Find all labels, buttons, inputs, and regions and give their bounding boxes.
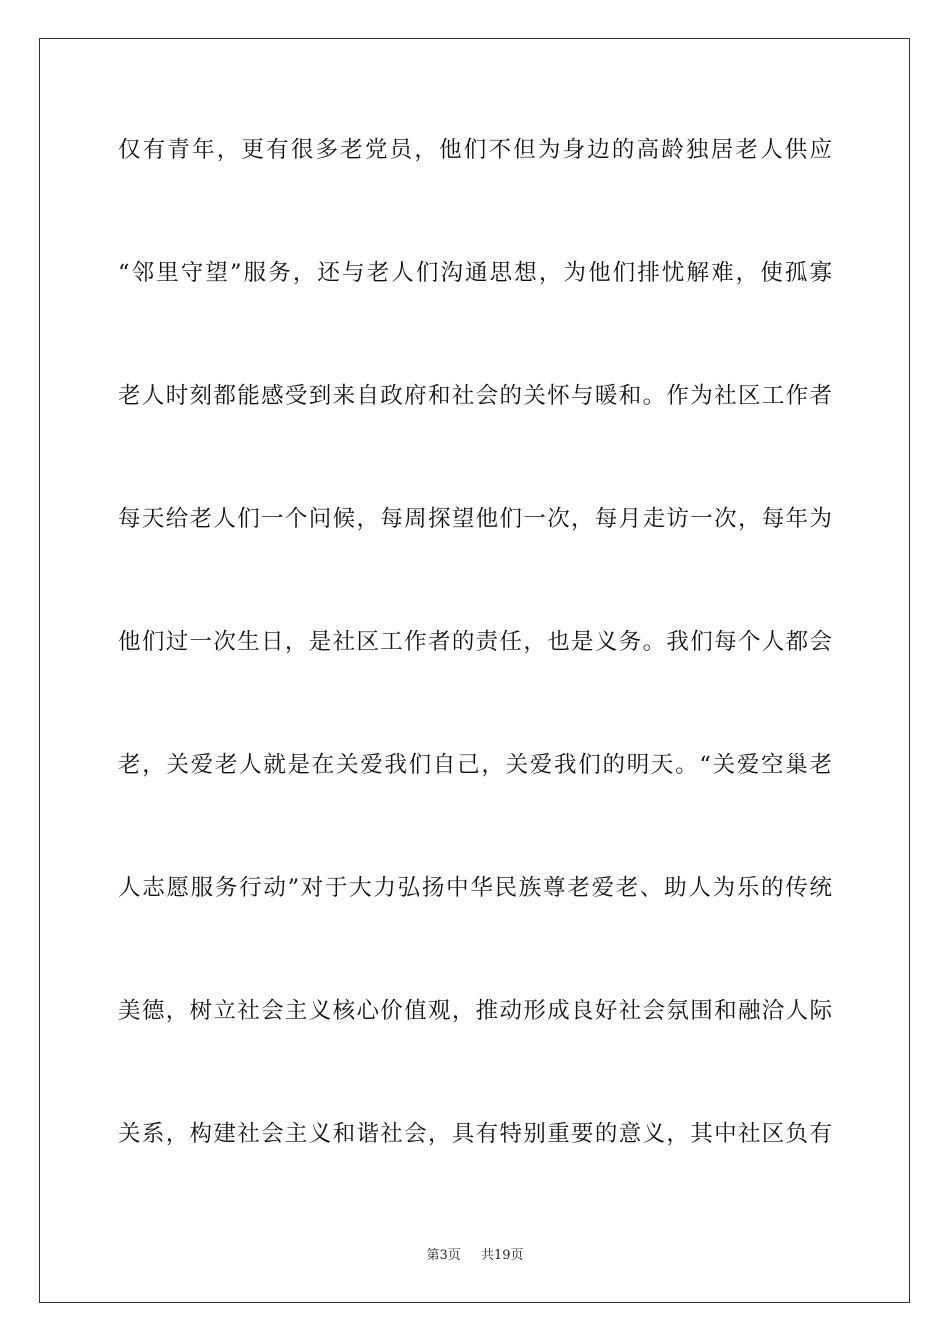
page-border: [39, 38, 910, 1303]
page-number: 第3页: [426, 1248, 461, 1263]
page-footer: [0, 1247, 950, 1265]
body-line-2: “邻里守望”服务，还与老人们沟通思想，为他们排忧解难，使孤寡: [118, 260, 832, 286]
body-line-8: 美德，树立社会主义核心价值观，推动形成良好社会氛围和融洽人际: [118, 998, 832, 1024]
body-line-9: 关系，构建社会主义和谐社会，具有特别重要的意义，其中社区负有: [118, 1121, 832, 1147]
body-line-6: 老，关爱老人就是在关爱我们自己，关爱我们的明天。“关爱空巢老: [118, 752, 832, 778]
body-line-7: 人志愿服务行动”对于大力弘扬中华民族尊老爱老、助人为乐的传统: [118, 875, 832, 901]
body-line-5: 他们过一次生日，是社区工作者的责任，也是义务。我们每个人都会: [118, 629, 832, 655]
body-line-3: 老人时刻都能感受到来自政府和社会的关怀与暖和。作为社区工作者: [118, 383, 832, 409]
total-pages: 共19页: [481, 1248, 524, 1263]
body-line-1: 仅有青年，更有很多老党员，他们不但为身边的高龄独居老人供应: [118, 137, 832, 163]
body-line-4: 每天给老人们一个问候，每周探望他们一次，每月走访一次，每年为: [118, 506, 832, 532]
